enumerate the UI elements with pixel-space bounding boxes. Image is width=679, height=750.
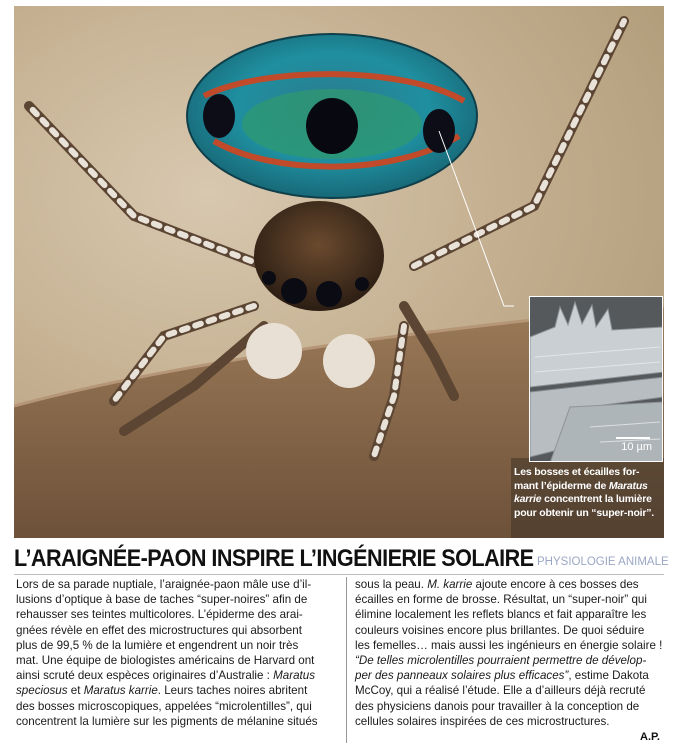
text-line: écailles en forme de brosse. Résultat, un “super-noir” qui — [355, 593, 647, 607]
spider-photo — [14, 6, 664, 538]
author-signature: A.P. — [640, 731, 660, 743]
text-span: . Leurs taches noires abritent — [157, 684, 308, 698]
species-name: M. karrie — [427, 578, 473, 591]
quote-text: “De telles microlentilles pourraient permettre de dévelop- — [355, 654, 647, 668]
text-line: Lors de sa parade nuptiale, l’araignée-paon mâle use d’il- — [16, 578, 312, 591]
text-line — [16, 683, 338, 698]
text-line: des bosses microscopiques, appelées “microlentilles”, qui — [16, 699, 312, 713]
inset-caption — [514, 466, 656, 520]
text-line: McCoy, qui a réalisé l’étude. Elle a d’ailleurs déjà recruté — [355, 684, 646, 698]
article-column-left — [16, 577, 338, 729]
text-line: élimine localement les reflets blancs et fait apparaître les — [355, 608, 647, 622]
text-line — [355, 577, 663, 592]
article-column-right — [355, 577, 663, 729]
text-line: plus de 99,5 % de la lumière et engendrent un noir très — [16, 638, 299, 652]
text-line: des physiciens danois pour travailler à la conception de — [355, 699, 640, 713]
column-divider — [346, 577, 347, 743]
text-span: ajoute encore à ces bosses des — [472, 578, 639, 591]
caption-species: Maratus — [608, 479, 648, 492]
microscope-inset — [529, 296, 663, 462]
caption-line: mant l’épiderme de — [514, 479, 609, 492]
headline-rule — [14, 574, 664, 575]
species-name: Maratus — [273, 669, 316, 683]
text-line: gnées révèle en effet des microstructures qui absorbent — [16, 623, 302, 637]
quote-text: per des panneaux solaires plus efficaces” — [355, 669, 569, 683]
text-line: les femelles… mais aussi les ingénieurs en énergie solaire ! — [355, 638, 663, 652]
text-line — [355, 653, 663, 668]
text-line: lusions d’optique à base de taches “super-noires” afin de — [16, 593, 308, 607]
caption-line: Les bosses et écailles for- — [514, 466, 640, 478]
text-line: cellules solaires inspirées de ces microstructures. — [355, 714, 610, 728]
text-line: rehausser ses teintes multicolores. L’épiderme des arai- — [16, 608, 303, 622]
section-rubric: PHYSIOLOGIE ANIMALE — [537, 556, 669, 568]
text-line — [16, 668, 338, 683]
species-name: speciosus — [16, 684, 68, 698]
text-line: mat. Une équipe de biologistes américains de Harvard ont — [16, 654, 315, 668]
scale-label: 10 µm — [621, 441, 652, 453]
species-name: Maratus karrie — [83, 684, 158, 698]
text-span: sous la peau. — [355, 578, 428, 591]
text-span: ainsi scruté deux espèces originaires d’Australie : — [16, 669, 274, 683]
article-headline: L’ARAIGNÉE-PAON INSPIRE L’INGÉNIERIE SOLAIRE — [14, 545, 534, 572]
text-line: concentrent la lumière sur les pigments de mélanine situés — [16, 714, 318, 728]
text-span: et — [67, 684, 84, 698]
caption-line: pour obtenir un “super-noir”. — [514, 506, 655, 519]
text-line — [355, 668, 663, 683]
caption-line: concentrent la lumière — [541, 493, 652, 505]
text-line: couleurs voisines encore plus brillantes. De quoi séduire — [355, 623, 645, 637]
text-span: , estime Dakota — [568, 669, 649, 683]
caption-species: karrie — [514, 493, 542, 505]
scale-bar — [616, 437, 650, 439]
